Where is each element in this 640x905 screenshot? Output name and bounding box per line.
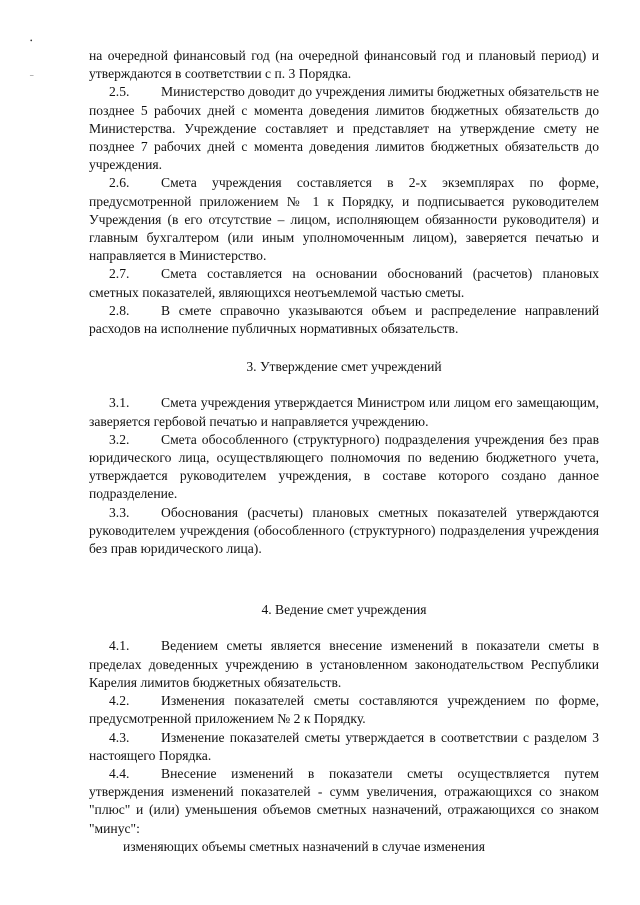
paragraph-number: 2.5.	[109, 84, 130, 100]
paragraph-text: Обоснования (расчеты) плановых сметных показателей утверждаются руководителем учреждения (обособленного (структурного) подразделения учреждения без прав юридического лица).	[89, 504, 599, 557]
paragraph-number: 2.6.	[109, 175, 130, 191]
paragraph-4-2	[89, 692, 599, 728]
paragraph-text: Смета учреждения утверждается Министром или лицом его замещающим, заверяется гербовой печатью и направляется учреждению.	[89, 395, 599, 429]
document-page	[89, 47, 599, 856]
scan-dot-mark: •	[30, 37, 33, 45]
paragraph-2-8	[89, 302, 599, 338]
paragraph-text: Ведением сметы является внесение изменений в показатели сметы в пределах доведенных учреждению в установленном законодательством Республики Карелия лимитов бюджетных обязательств.	[89, 638, 599, 690]
paragraph-number: 3.2.	[109, 431, 130, 447]
paragraph-text: изменяющих объемы сметных назначений в случае изменения	[123, 838, 485, 854]
paragraph-number: 4.4.	[109, 765, 130, 781]
paragraph-text: Смета учреждения составляется в 2-х экземплярах по форме, предусмотренной приложением № 1 к Порядку, и подписывается руководителем Учреждения (в его отсутствие – лицом, исполняющем обязанности руководителя) и главным бухгалтером (или иным уполномоченным лицом), заверяется печатью и направляется в Министерство.	[89, 175, 599, 264]
paragraph-4-4-item	[89, 838, 599, 856]
paragraph-number: 2.8.	[109, 302, 130, 318]
paragraph-3-3	[89, 504, 599, 559]
paragraph-text: Смета обособленного (структурного) подразделения учреждения без прав юридического лица, осуществляющего полномочия по ведению бюджетного учета, утверждается руководителем учреждения, в составе которого создано данное подразделение.	[89, 431, 599, 502]
paragraph-number: 4.2.	[109, 693, 130, 709]
paragraph-2-5	[89, 83, 599, 174]
paragraph-2-6	[89, 174, 599, 265]
paragraph-2-7	[89, 265, 599, 301]
scan-dash-mark: –	[30, 71, 34, 79]
paragraph-continuation	[89, 47, 599, 83]
paragraph-number: 2.7.	[109, 266, 130, 282]
paragraph-3-1	[89, 394, 599, 430]
section-3-heading: 3. Утверждение смет учреждений	[246, 359, 442, 375]
paragraph-3-2	[89, 431, 599, 504]
paragraph-number: 4.3.	[109, 729, 130, 745]
paragraph-text: Смета составляется на основании обоснований (расчетов) плановых сметных показателей, являющихся неотъемлемой частью сметы.	[89, 266, 599, 300]
paragraph-4-4	[89, 765, 599, 838]
paragraph-number: 3.3.	[109, 504, 130, 520]
section-4-heading: 4. Ведение смет учреждения	[261, 602, 427, 618]
paragraph-text: Изменения показателей сметы составляются учреждением по форме, предусмотренной приложением № 2 к Порядку.	[89, 693, 599, 727]
paragraph-text: Министерство доводит до учреждения лимиты бюджетных обязательств не позднее 5 рабочих дней с момента доведения лимитов бюджетных обязательств до Министерства. Учреждение составляет и представляет на утверждение смету не позднее 7 рабочих дней с момента доведения лимитов бюджетных обязательств до учреждения.	[89, 84, 599, 173]
paragraph-number: 4.1.	[109, 638, 130, 654]
paragraph-text: на очередной финансовый год (на очередной финансовый год и плановый период) и утверждаются в соответствии с п. 3 Порядка.	[89, 48, 599, 82]
paragraph-4-3	[89, 729, 599, 765]
paragraph-4-1	[89, 637, 599, 692]
paragraph-text: В смете справочно указываются объем и распределение направлений расходов на исполнение публичных нормативных обязательств.	[89, 302, 599, 337]
paragraph-text: Внесение изменений в показатели сметы осуществляется путем утверждения изменений показателей - сумм увеличения, отражающихся со знаком "плюс" и (или) уменьшения объемов сметных назначений, отражающихся со знаком "минус":	[89, 765, 599, 836]
paragraph-text: Изменение показателей сметы утверждается в соответствии с разделом 3 настоящего Порядка.	[89, 729, 599, 763]
paragraph-number: 3.1.	[109, 395, 130, 411]
